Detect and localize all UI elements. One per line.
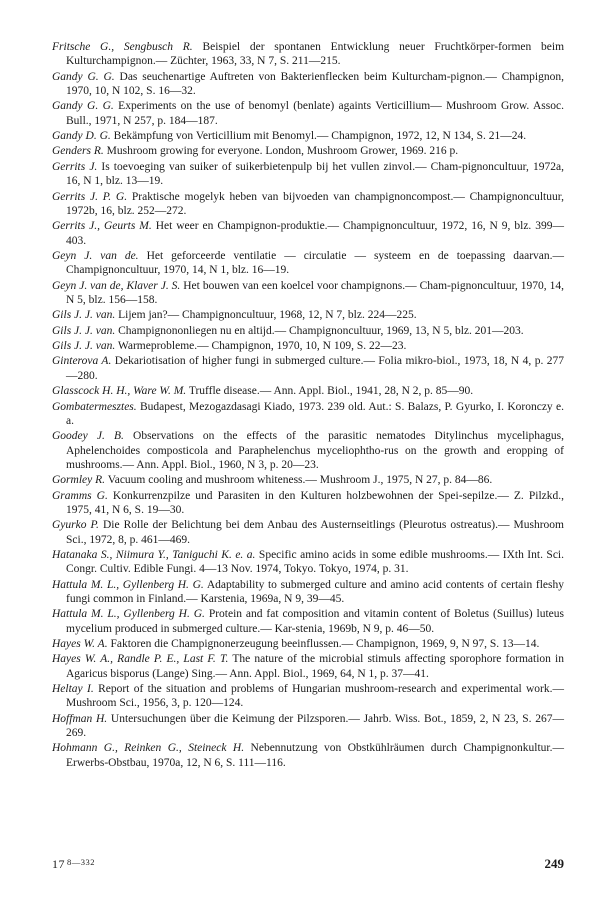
reference-text: Budapest, Mezogazdasagi Kiado, 1973. 239 old. Aut.: S. Balazs, P. Gyurko, I. Koronczy e. a.: [66, 400, 565, 427]
reference-author: Goodey J. B.: [52, 430, 124, 443]
reference-entry: [52, 548, 564, 577]
reference-entry: [52, 40, 564, 69]
reference-entry: [52, 219, 564, 248]
reference-entry: [52, 473, 564, 487]
reference-text: Observations on the effects of the parasitic nematodes Ditylinchus myceliphagus, Aphelenchoides composticola and Paraphelenchus myceliophtho-rus on the growth and eropping of mushrooms.— Ann. Appl. Biol., 1960, N 3, p. 20—23.: [66, 430, 564, 471]
reference-author: Gyurko P.: [52, 519, 99, 532]
reference-entry: [52, 249, 564, 278]
signature-mark: 8—332: [67, 857, 95, 867]
reference-entry: [52, 652, 564, 681]
reference-author: Ginterova A.: [52, 355, 112, 368]
reference-entry: [52, 741, 564, 770]
reference-entry: [52, 129, 564, 143]
reference-text: Champignononliegen nu en altijd.— Champignoncultuur, 1969, 13, N 5, blz. 201—203.: [118, 324, 524, 337]
reference-text: Beispiel der spontanen Entwicklung neuer Fruchtkörper-formen beim Kulturchampignon.— Züchter, 1963, 33, N 7, S. 211—215.: [66, 41, 565, 68]
reference-entry: [52, 489, 564, 518]
reference-author: Gerrits J.: [52, 160, 98, 173]
reference-text: Mushroom growing for everyone. London, Mushroom Grower, 1969. 216 p.: [106, 145, 459, 158]
reference-text: Konkurrenzpilze und Parasiten in den Kulturen holzbewohnen der Spei-sepilze.— Z. Pilzkd., 1975, 41, N 6, S. 19—30.: [66, 489, 565, 516]
reference-text: Warmeprobleme.— Champignon, 1970, 10, N 109, S. 22—23.: [117, 340, 407, 353]
reference-entry: [52, 308, 564, 322]
reference-entry: [52, 384, 564, 398]
reference-text: Praktische mogelyk heben van bijvoeden van champignoncompost.— Champignoncultuur, 1972b, 16, blz. 252—272.: [66, 190, 564, 217]
reference-entry: [52, 339, 564, 353]
reference-author: Hayes W. A.: [52, 638, 108, 651]
reference-author: Gils J. J. van.: [52, 309, 116, 322]
reference-text: Experiments on the use of benomyl (benlate) againts Verticillium— Mushroom Grow. Assoc. Bull., 1971, N 257, p. 184—187.: [66, 100, 564, 127]
reference-text: Faktoren die Champignonerzeugung beeinflussen.— Champignon, 1969, 9, N 97, S. 13—14.: [110, 638, 540, 651]
reference-text: Specific amino acids in some edible mushrooms.— IXth Int. Sci. Congr. Cultiv. Edible Fungi. 4—13 Nov. 1974, Tokyo. Tokyo, 1974, p. 31.: [66, 548, 565, 576]
reference-entry: [52, 190, 564, 219]
reference-entry: [52, 637, 564, 651]
reference-author: Genders R.: [52, 145, 104, 158]
reference-text: Protein and fat composition and vitamin content of Boletus (Suillus) luteus mycelium produced in submerged culture.— Kar-stenia, 1969b, N 9, p. 46—50.: [66, 608, 564, 635]
reference-author: Hattula M. L., Gyllenberg H. G.: [52, 578, 204, 591]
reference-author: Heltay I.: [52, 683, 94, 696]
reference-text: Het weer en Champignon-produktie.— Champignoncultuur, 1972, 16, N 9, blz. 399—403.: [66, 220, 565, 247]
reference-entry: [52, 607, 564, 636]
reference-text: Vacuum cooling and mushroom whiteness.— Mushroom J., 1975, N 27, p. 84—86.: [107, 474, 493, 487]
reference-text: Lijem jan?— Champignoncultuur, 1968, 12, N 7, blz. 224—225.: [118, 309, 417, 322]
reference-entry: [52, 400, 564, 429]
reference-list: [52, 40, 564, 771]
sheet-signature: [52, 857, 95, 872]
reference-entry: [52, 578, 564, 607]
reference-entry: [52, 160, 564, 189]
reference-entry: [52, 682, 564, 711]
reference-text: The nature of the microbial stimuls affecting sporophore formation in Agaricus bisporus (Lange) Sing.— Ann. Appl. Biol., 1969, 64, N 1, p. 37—41.: [66, 653, 564, 680]
reference-text: Is toevoeging van suiker of suikerbietenpulp bij het vullen zinvol.— Cham-pignoncultuur, 1972a, 16, N 1, blz. 13—19.: [66, 160, 564, 188]
page-number: 249: [544, 856, 564, 871]
reference-author: Hatanaka S., Niimura Y., Taniguchi K. e. a.: [52, 548, 256, 561]
reference-text: Report of the situation and problems of Hungarian mushroom-research and experimental work.— Mushroom Sci., 1956, 3, p. 120—124.: [66, 683, 565, 710]
reference-author: Gerrits J. P. G.: [52, 190, 128, 203]
reference-author: Gandy D. G.: [52, 130, 111, 143]
reference-author: Gandy G. G.: [52, 100, 114, 113]
reference-author: Gils J. J. van.: [52, 324, 116, 337]
reference-author: Gormley R.: [52, 474, 106, 487]
reference-entry: [52, 279, 564, 308]
reference-text: Truffle disease.— Ann. Appl. Biol., 1941, 28, N 2, p. 85—90.: [188, 385, 474, 398]
reference-author: Hohmann G., Reinken G., Steineck H.: [52, 742, 245, 755]
reference-author: Gerrits J., Geurts M.: [52, 220, 152, 233]
reference-entry: [52, 99, 564, 128]
reference-author: Gandy G. G.: [52, 70, 115, 83]
reference-author: Hoffman H.: [52, 712, 108, 725]
reference-entry: [52, 324, 564, 338]
reference-author: Gils J. J. van.: [52, 340, 116, 353]
reference-author: Gramms G.: [52, 489, 108, 502]
reference-entry: [52, 144, 564, 158]
reference-text: Untersuchungen über die Keimung der Pilzsporen.— Jahrb. Wiss. Bot., 1859, 2, N 23, S. 267—269.: [66, 712, 564, 740]
reference-text: Adaptability to submerged culture and amino acid contents of certain fleshy fungi common in Finland.— Karstenia, 1969a, N 9, 39—45.: [66, 578, 564, 605]
reference-author: Hattula M. L., Gyllenberg H. G.: [52, 608, 205, 621]
reference-entry: [52, 429, 564, 472]
reference-entry: [52, 354, 564, 383]
reference-author: Geyn J. van de.: [52, 249, 139, 262]
reference-entry: [52, 70, 564, 99]
reference-entry: [52, 712, 564, 741]
reference-author: Geyn J. van de, Klaver J. S.: [52, 279, 181, 292]
reference-text: Nebennutzung von Obstkühlräumen durch Champignonkultur.— Erwerbs-Obstbau, 1970a, 12, N 6, S. 111—116.: [66, 742, 564, 769]
reference-author: Glasscock H. H., Ware W. M.: [52, 385, 187, 398]
reference-text: Het geforceerde ventilatie — circulatie — systeem en de toepassing daarvan.— Champignoncultuur, 1970, 14, N 1, blz. 16—19.: [66, 249, 564, 277]
reference-text: Die Rolle der Belichtung bei dem Anbau des Austernseitlings (Pleurotus ostreatus).— Mushroom Sci., 1972, 8, p. 461—469.: [66, 519, 565, 546]
reference-text: Das seuchenartige Auftreten von Bakterienflecken beim Kulturcham-pignon.— Champignon, 1970, 10, N 102, S. 16—32.: [66, 70, 564, 97]
sheet-number: 17: [52, 857, 65, 871]
reference-text: Het bouwen van een koelcel voor champignons.— Cham-pignoncultuur, 1970, 14, N 5, blz. 156—158.: [66, 279, 564, 306]
reference-author: Hayes W. A., Randle P. E., Last F. T.: [52, 653, 229, 666]
reference-author: Fritsche G., Sengbusch R.: [52, 41, 193, 53]
reference-text: Bekämpfung von Verticillium mit Benomyl.— Champignon, 1972, 12, N 134, S. 21—24.: [113, 130, 527, 143]
reference-text: Dekariotisation of higher fungi in submerged culture.— Folia mikro-biol., 1973, 18, N 4, p. 277—280.: [66, 355, 565, 382]
reference-entry: [52, 518, 564, 547]
reference-author: Gombatermesztes.: [52, 400, 137, 413]
